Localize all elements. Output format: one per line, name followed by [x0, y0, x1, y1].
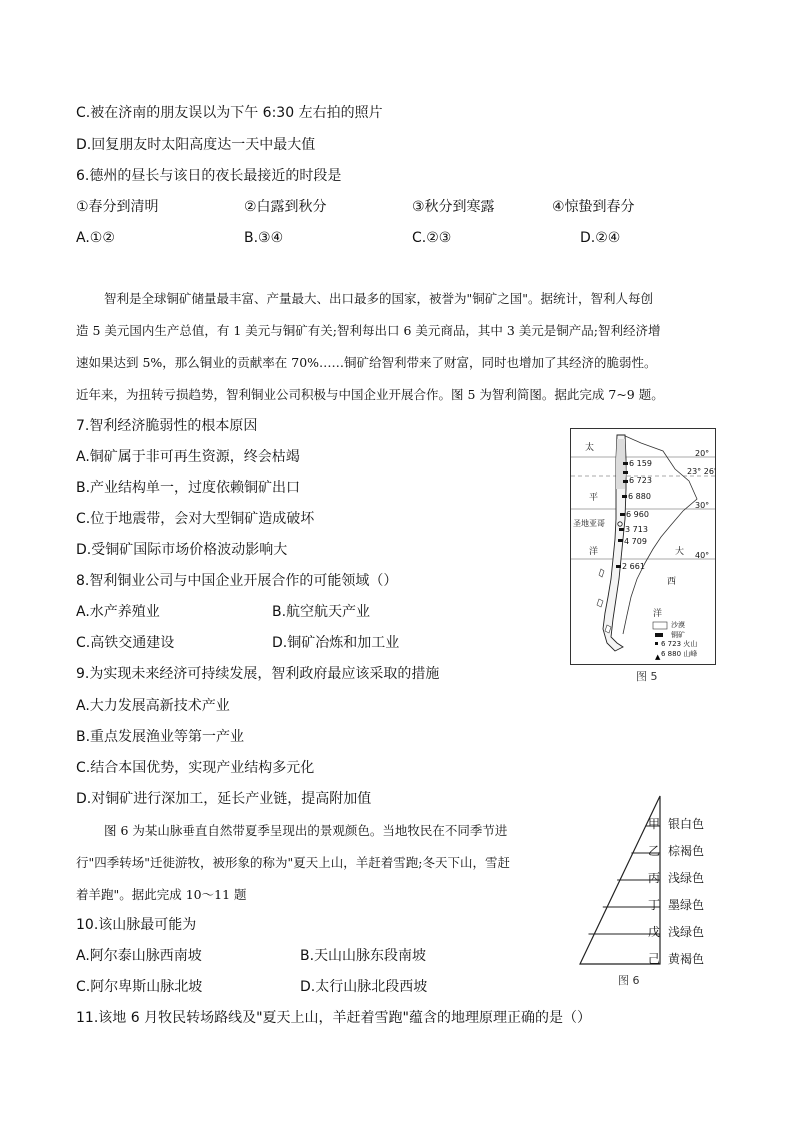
zone-name-wu: 戊 — [648, 925, 661, 939]
q7-stem: 7.智利经济脆弱性的根本原因 — [76, 418, 258, 434]
q9-option-a: A.大力发展高新技术产业 — [76, 698, 230, 714]
q5-option-d: D.回复朋友时太阳高度达一天中最大值 — [76, 137, 316, 153]
passage1-line-2: 造 5 美元国内生产总值，有 1 美元与铜矿有关;智利每出口 6 美元商品，其中 3 美元是铜产品;智利经济增 — [76, 323, 661, 338]
zone-name-yi: 乙 — [648, 844, 661, 858]
latitude-40: 40° — [695, 551, 710, 560]
zone-color-yi: 棕褐色 — [668, 844, 705, 858]
q10-option-c: C.阿尔卑斯山脉北坡 — [76, 979, 203, 995]
passage2-line-1: 图 6 为某山脉垂直自然带夏季呈现出的景观颜色。当地牧民在不同季节进 — [104, 823, 508, 838]
svg-text:▲: ▲ — [655, 653, 661, 661]
zone-color-bing: 浅绿色 — [668, 871, 705, 885]
ocean-label-yang-2: 洋 — [653, 609, 663, 619]
peak-6159: 6 159 — [629, 459, 652, 468]
q6-item-3: ③秋分到寒露 — [412, 199, 495, 215]
zone-name-ji: 己 — [648, 952, 661, 966]
legend-peak: 6 880 山峰 — [661, 650, 698, 658]
ocean-label-xi: 西 — [667, 577, 677, 587]
zone-color-wu: 浅绿色 — [668, 925, 705, 939]
q6-choice-d: D.②④ — [580, 230, 621, 246]
q7-option-c: C.位于地震带，会对大型铜矿造成破坏 — [76, 511, 315, 527]
q6-item-4: ④惊蛰到春分 — [552, 199, 635, 215]
q8-option-d: D.铜矿冶炼和加工业 — [272, 635, 400, 651]
q6-choice-c: C.②③ — [412, 230, 452, 246]
q9-option-d: D.对铜矿进行深加工，延长产业链，提高附加值 — [76, 791, 372, 807]
legend-desert: 沙漠 — [671, 621, 685, 629]
peak-4709: 4 709 — [624, 537, 647, 546]
ocean-label-ping: 平 — [589, 493, 599, 503]
legend-copper: 铜矿 — [671, 631, 685, 639]
zone-color-ji: 黄褐色 — [668, 952, 705, 966]
figure6-caption: 图 6 — [618, 974, 640, 987]
q10-stem: 10.该山脉最可能为 — [76, 917, 197, 933]
q8-option-c: C.高铁交通建设 — [76, 635, 175, 651]
passage1-line-1: 智利是全球铜矿储量最丰富、产量最大、出口最多的国家，被誉为"铜矿之国"。据统计，智利人每创 — [104, 291, 654, 306]
latitude-30: 30° — [695, 501, 710, 510]
peak-6723: 6 723 — [629, 476, 652, 485]
santiago-label: 圣地亚哥 — [573, 519, 605, 528]
q6-item-2: ②白露到秋分 — [244, 199, 327, 215]
q7-option-a: A.铜矿属于非可再生资源，终会枯竭 — [76, 449, 300, 465]
legend-volcano: 6 723 火山 — [661, 640, 698, 648]
peak-3713: 3 713 — [625, 525, 648, 534]
peak-6960: 6 960 — [626, 510, 649, 519]
passage2-line-3: 着羊跑"。据此完成 10～11 题 — [76, 887, 247, 902]
q10-option-a: A.阿尔泰山脉西南坡 — [76, 948, 202, 964]
q9-option-c: C.结合本国优势，实现产业结构多元化 — [76, 760, 315, 776]
zone-color-ding: 墨绿色 — [668, 898, 705, 912]
q7-option-d: D.受铜矿国际市场价格波动影响大 — [76, 542, 288, 558]
q8-option-a: A.水产养殖业 — [76, 604, 160, 620]
passage2-line-2: 行"四季转场"迁徙游牧，被形象的称为"夏天上山，羊赶着雪跑;冬天下山，雪赶 — [76, 855, 510, 870]
q7-option-b: B.产业结构单一，过度依赖铜矿出口 — [76, 480, 301, 496]
latitude-tropic: 23° 26' — [687, 467, 717, 476]
passage1-line-4: 近年来，为扭转亏损趋势，智利铜业公司积极与中国企业开展合作。图 5 为智利简图。据此完成 7~9 题。 — [76, 387, 664, 402]
zone-name-ding: 丁 — [648, 898, 661, 912]
zone-color-jia: 银白色 — [668, 817, 705, 831]
ocean-label-tai: 太 — [585, 443, 595, 453]
passage1-line-3: 速如果达到 5%，那么铜业的贡献率在 70%……铜矿给智利带来了财富，同时也增加了其经济的脆弱性。 — [76, 355, 657, 370]
q5-option-c: C.被在济南的朋友误以为下午 6:30 左右拍的照片 — [76, 105, 383, 121]
q9-option-b: B.重点发展渔业等第一产业 — [76, 729, 245, 745]
zone-name-jia: 甲 — [648, 817, 661, 831]
chile-map-figure — [570, 428, 716, 665]
peak-2661: 2 661 — [622, 562, 645, 571]
q6-item-1: ①春分到清明 — [76, 199, 159, 215]
figure5-caption: 图 5 — [636, 670, 658, 683]
ocean-label-da: 大 — [675, 547, 685, 557]
q6-choice-a: A.①② — [76, 230, 115, 246]
q9-stem: 9.为实现未来经济可持续发展，智利政府最应该采取的措施 — [76, 666, 440, 682]
q10-option-d: D.太行山脉北段西坡 — [300, 979, 428, 995]
peak-6880: 6 880 — [628, 492, 651, 501]
q10-option-b: B.天山山脉东段南坡 — [300, 948, 427, 964]
latitude-20: 20° — [695, 449, 710, 458]
q6-stem: 6.德州的昼长与该日的夜长最接近的时段是 — [76, 168, 342, 184]
q8-stem: 8.智利铜业公司与中国企业开展合作的可能领域（） — [76, 573, 398, 589]
zone-name-bing: 丙 — [648, 871, 661, 885]
q6-choice-b: B.③④ — [244, 230, 284, 246]
ocean-label-yang: 洋 — [589, 547, 599, 557]
q8-option-b: B.航空航天产业 — [272, 604, 371, 620]
q11-stem: 11.该地 6 月牧民转场路线及"夏天上山，羊赶着雪跑"蕴含的地理原理正确的是（） — [76, 1010, 591, 1026]
